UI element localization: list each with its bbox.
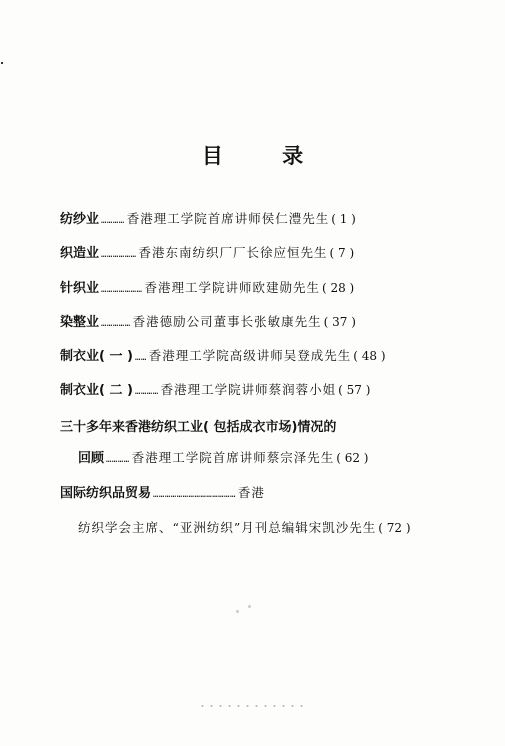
toc-author: 香港 — [237, 485, 265, 500]
toc-page-number: ( 1 ) — [331, 212, 356, 226]
toc-entry-review[interactable] — [78, 450, 368, 468]
toc-author: 香港德励公司董事长张敏康先生 — [132, 314, 322, 329]
scan-speck — [248, 605, 251, 608]
toc-leader-dots: …………… — [101, 319, 131, 329]
scan-speck — [236, 610, 239, 613]
scan-mark — [1, 62, 3, 64]
toc-chapter: 织造业 — [60, 246, 100, 261]
toc-author: 香港理工学院讲师欧建勋先生 — [144, 280, 320, 295]
toc-author: 纺织学会主席、“亚洲纺织”月刊总编辑宋凯沙先生 — [78, 520, 377, 535]
toc-chapter: 制衣业( 一 ) — [60, 349, 133, 364]
toc-chapter: 国际纺织品贸易 — [60, 486, 152, 501]
toc-leader-dots: …… — [134, 353, 147, 363]
toc-entry-dyeing[interactable] — [60, 314, 356, 332]
toc-entry-garment-1[interactable] — [60, 348, 386, 366]
toc-leader-dots: ………… — [106, 455, 130, 465]
toc-page-number: ( 48 ) — [353, 349, 386, 363]
toc-page-number: ( 37 ) — [323, 315, 356, 329]
toc-author: 香港理工学院高级讲师吴登成先生 — [148, 348, 352, 363]
toc-entry-garment-2[interactable] — [60, 382, 370, 400]
scan-noise — [198, 704, 308, 708]
toc-entry-spinning[interactable] — [60, 211, 356, 229]
toc-page-number: ( 62 ) — [336, 451, 369, 465]
toc-chapter: 染整业 — [60, 315, 100, 330]
toc-leader-dots: …………………………………… — [153, 490, 236, 500]
toc-chapter: 针织业 — [60, 281, 100, 296]
toc-page-number: ( 7 ) — [329, 246, 355, 260]
toc-entry-review-title[interactable]: 三十多年来香港纺织工业( 包括成衣市场)情况的 — [60, 420, 337, 435]
toc-page-number: ( 28 ) — [321, 281, 355, 295]
toc-leader-dots: ………… — [101, 216, 125, 226]
toc-author: 香港理工学院首席讲师侯仁澧先生 — [126, 211, 330, 226]
toc-leader-dots: ………………… — [101, 285, 143, 295]
toc-entry-trade[interactable] — [60, 485, 265, 503]
toc-author: 香港理工学院首席讲师蔡宗泽先生 — [131, 450, 335, 465]
toc-leader-dots: ……………… — [101, 250, 137, 260]
toc-chapter: 制衣业( 二 ) — [60, 383, 133, 398]
toc-author: 香港东南纺织厂厂长徐应恒先生 — [138, 245, 328, 260]
toc-author: 香港理工学院讲师蔡润蓉小姐 — [160, 382, 337, 397]
toc-entry-trade-author[interactable] — [78, 520, 411, 536]
toc-chapter: 纺纱业 — [60, 212, 100, 227]
toc-chapter: 回顾 — [78, 451, 105, 466]
toc-entry-weaving[interactable] — [60, 245, 354, 263]
toc-entry-knitting[interactable] — [60, 280, 354, 298]
toc-leader-dots: ………… — [134, 387, 159, 397]
toc-page-number: ( 72 ) — [378, 521, 411, 535]
toc-page-number: ( 57 ) — [338, 383, 371, 397]
page-title: 目 录 — [201, 144, 330, 168]
